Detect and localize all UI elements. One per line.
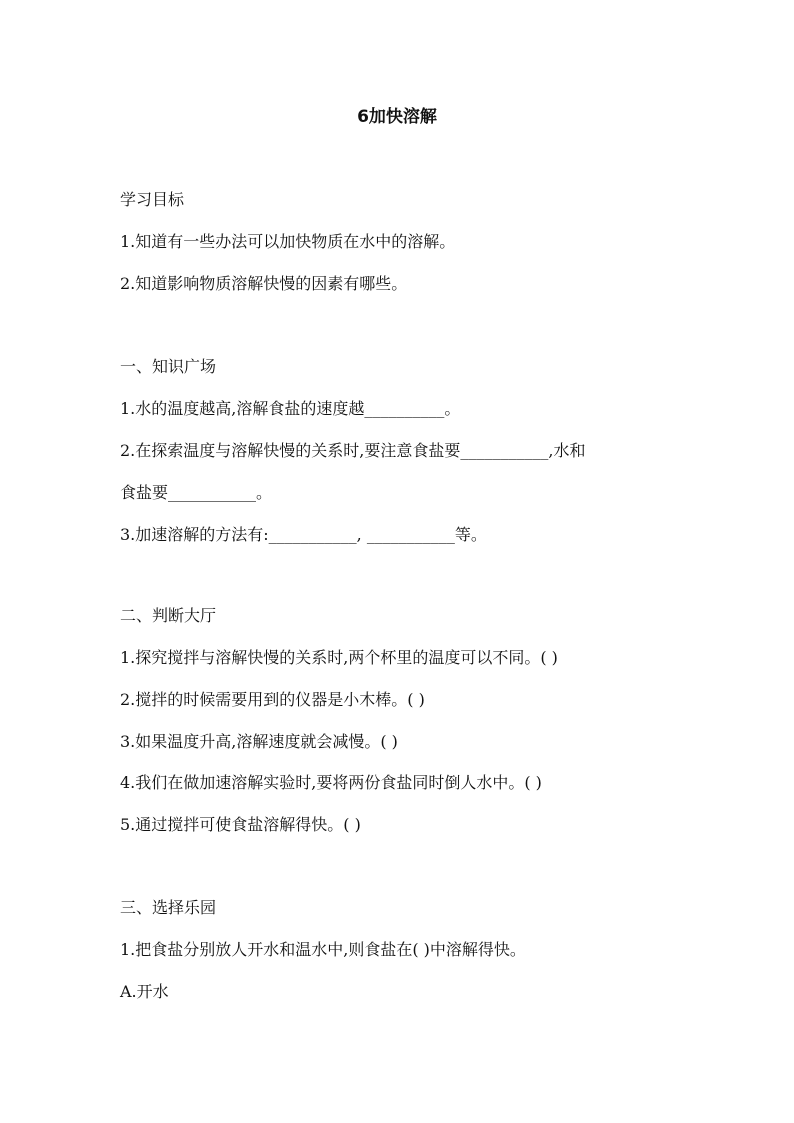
section2-heading: 二、判断大厅 — [120, 606, 217, 625]
section1-heading: 一、知识广场 — [120, 357, 217, 376]
section1-line-1: 1.水的温度越高,溶解食盐的速度越__________。 — [120, 399, 461, 418]
section3-line-1: 1.把食盐分别放人开水和温水中,则食盐在( )中溶解得快。 — [120, 940, 526, 959]
section2-line-3: 3.如果温度升高,溶解速度就会减慢。( ) — [120, 732, 398, 751]
section3-heading: 三、选择乐园 — [120, 898, 217, 917]
page-title: 6加快溶解 — [357, 107, 437, 127]
objective-item-1: 1.知道有一些办法可以加快物质在水中的溶解。 — [120, 232, 456, 251]
section3-option-a: A.开水 — [120, 982, 169, 1001]
section1-line-2: 2.在探索温度与溶解快慢的关系时,要注意食盐要___________,水和 — [120, 441, 586, 460]
section2-line-2: 2.搅拌的时候需要用到的仪器是小木棒。( ) — [120, 690, 425, 709]
section2-line-1: 1.探究搅拌与溶解快慢的关系时,两个杯里的温度可以不同。( ) — [120, 648, 558, 667]
section1-line-3: 食盐要___________。 — [120, 483, 273, 502]
section1-line-4: 3.加速溶解的方法有:___________, ___________等。 — [120, 525, 487, 544]
section2-line-4: 4.我们在做加速溶解实验时,要将两份食盐同时倒人水中。( ) — [120, 773, 542, 792]
objective-item-2: 2.知道影响物质溶解快慢的因素有哪些。 — [120, 274, 408, 293]
section2-line-5: 5.通过搅拌可使食盐溶解得快。( ) — [120, 815, 361, 834]
objectives-heading: 学习目标 — [120, 190, 185, 209]
